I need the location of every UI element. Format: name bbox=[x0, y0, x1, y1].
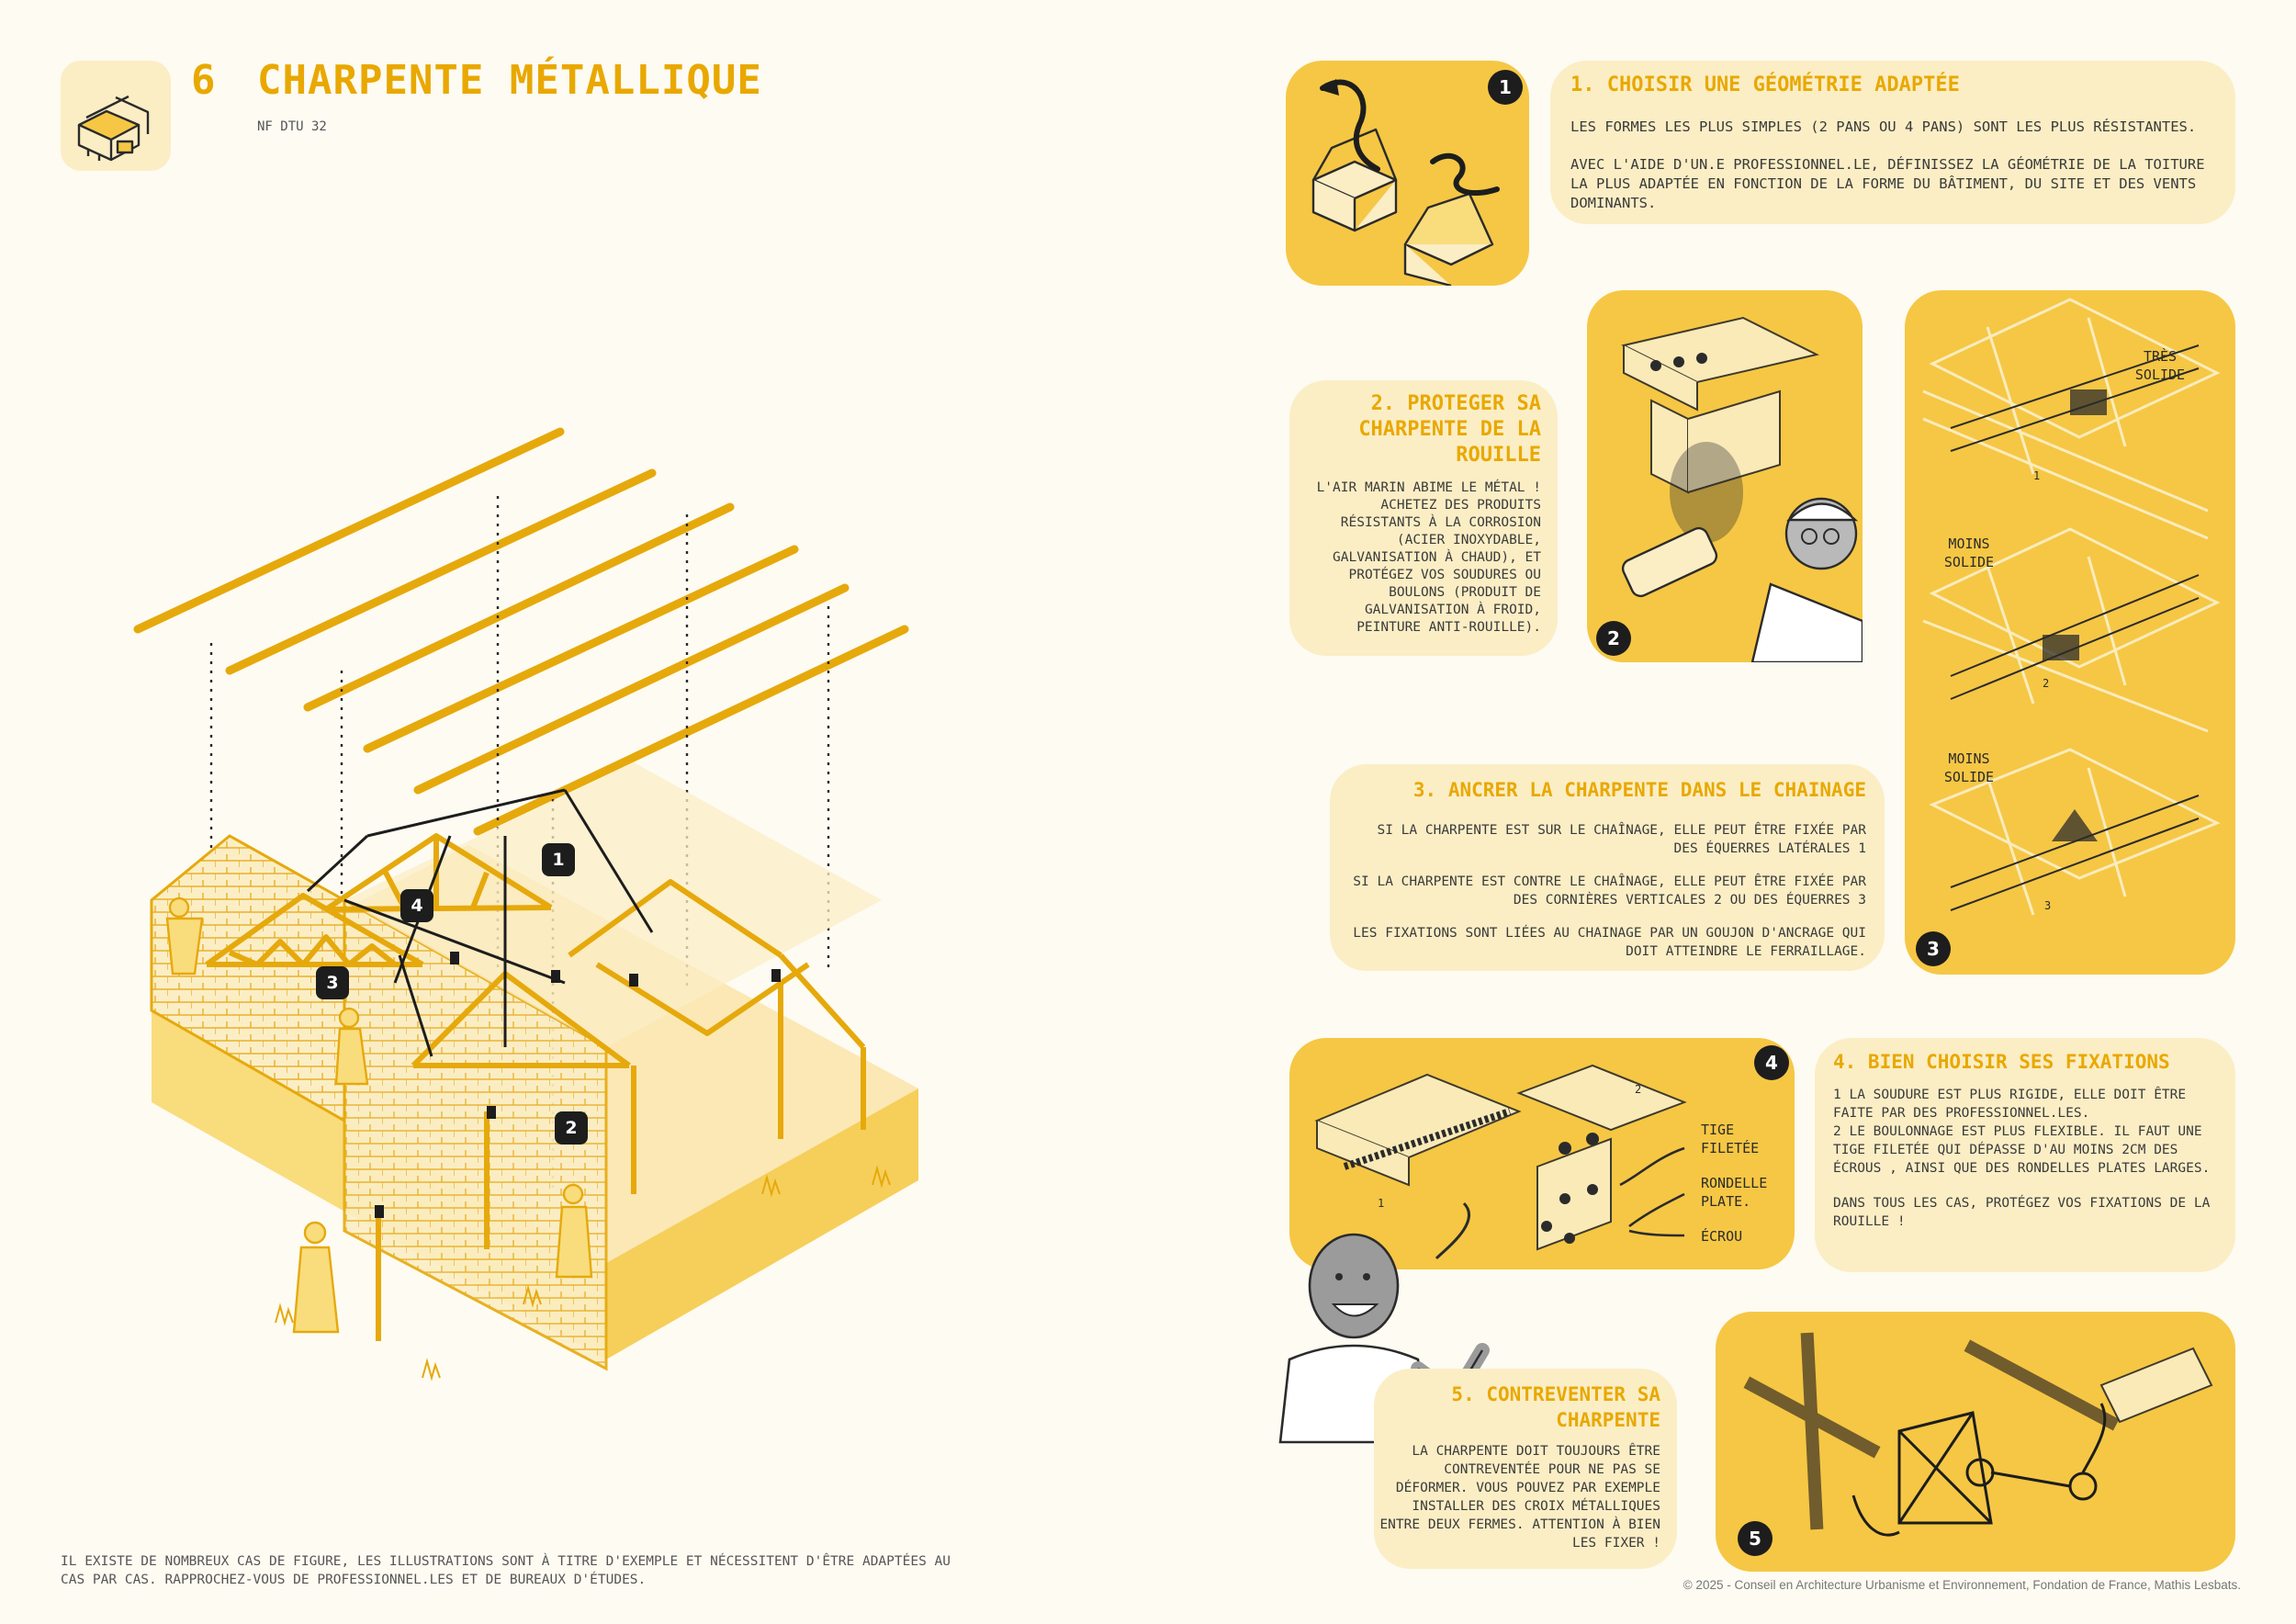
building-illustration bbox=[119, 404, 992, 1451]
marker-4: 4 bbox=[400, 889, 433, 922]
footnote: IL EXISTE DE NOMBREUX CAS DE FIGURE, LES ILLUSTRATIONS SONT À TITRE D'EXEMPLE ET NÉCESSITENT D'ÊTRE ADAPTÉES AU CAS PAR CAS. RAPPROCHEZ-VOUS DE PROFESSIONNEL.LES ET DE BUREAUX D'ÉTUDES. bbox=[61, 1554, 951, 1587]
step4-p3: DANS TOUS LES CAS, PROTÉGEZ VOS FIXATIONS DE LA ROUILLE ! bbox=[1833, 1196, 2211, 1229]
step1-p1: LES FORMES LES PLUS SIMPLES (2 PANS OU 4 PANS) SONT LES PLUS RÉSISTANTES. bbox=[1570, 118, 2197, 135]
chapter-number: 6 bbox=[191, 57, 216, 104]
step5-body: LA CHARPENTE DOIT TOUJOURS ÊTRE CONTREVENTÉE POUR NE PAS SE DÉFORMER. VOUS POUVEZ PAR EXEMPLE INSTALLER DES CROIX MÉTALLIQUES ENTRE DEUX FERMES. ATTENTION À BIEN LES FIXER ! bbox=[1379, 1444, 1660, 1551]
bracing-cross-icon bbox=[1716, 1312, 2235, 1572]
page-title: CHARPENTE MÉTALLIQUE bbox=[257, 57, 762, 104]
chapter-icon-tile bbox=[61, 61, 171, 171]
step4-card bbox=[1815, 1038, 2235, 1272]
label-tige-filetee: TIGE FILETÉE bbox=[1701, 1122, 1760, 1156]
step5-illustration-panel bbox=[1716, 1312, 2235, 1572]
credits: © 2025 - Conseil en Architecture Urbanisme et Environnement, Fondation de France, Mathis Lesbats. bbox=[1683, 1578, 2241, 1592]
step3-card bbox=[1330, 764, 1885, 971]
step3-illustration-panel bbox=[1905, 290, 2235, 975]
step2-illustration-panel bbox=[1587, 290, 1863, 662]
label-moins-solide-b: MOINS SOLIDE bbox=[1943, 750, 1995, 785]
step1-badge: 1 bbox=[1488, 70, 1523, 105]
step3-p1: SI LA CHARPENTE EST SUR LE CHAÎNAGE, ELLE PEUT ÊTRE FIXÉE PAR DES ÉQUERRES LATÉRALES 1 bbox=[1377, 823, 1866, 856]
label-4-1: 1 bbox=[1378, 1197, 1385, 1210]
step2-badge: 2 bbox=[1596, 621, 1631, 656]
step3-body bbox=[1352, 821, 1866, 979]
step4-badge: 4 bbox=[1754, 1045, 1789, 1080]
marker-3: 3 bbox=[316, 966, 349, 999]
step3-badge: 3 bbox=[1916, 931, 1951, 966]
label-3-2: 2 bbox=[2043, 677, 2050, 690]
step2-title: 2. PROTEGER SA CHARPENTE DE LA ROUILLE bbox=[1358, 392, 1541, 467]
label-ecrou: ÉCROU bbox=[1701, 1228, 1743, 1245]
label-moins-solide-a: MOINS SOLIDE bbox=[1943, 536, 1995, 570]
label-4-2: 2 bbox=[1635, 1083, 1642, 1096]
label-tres-solide: TRÈS SOLIDE bbox=[2134, 348, 2186, 383]
step4-p2: 2 LE BOULONNAGE EST PLUS FLEXIBLE. IL FAUT UNE TIGE FILETÉE QUI DÉPASSE D'AU MOINS 2CM DES ÉCROUS , AINSI QUE DES RONDELLES PLATES LARGES. bbox=[1833, 1124, 2211, 1176]
label-3-1: 1 bbox=[2033, 469, 2041, 482]
spray-painting-icon bbox=[1587, 290, 1863, 662]
step4-p1: 1 LA SOUDURE EST PLUS RIGIDE, ELLE DOIT ÊTRE FAITE PAR DES PROFESSIONNEL.LES. bbox=[1833, 1088, 2187, 1121]
step1-p2: AVEC L'AIDE D'UN.E PROFESSIONNEL.LE, DÉFINISSEZ LA GÉOMÉTRIE DE LA TOITURE LA PLUS ADAPTÉE EN FONCTION DE LA FORME DU BÂTIMENT, DU SITE ET DES VENTS DOMINANTS. bbox=[1570, 156, 2205, 211]
label-3-3: 3 bbox=[2044, 899, 2052, 912]
step5-card bbox=[1374, 1369, 1677, 1569]
step5-title: 5. CONTREVENTER SA CHARPENTE bbox=[1451, 1383, 1660, 1431]
marker-2: 2 bbox=[555, 1111, 588, 1145]
purlins bbox=[138, 432, 905, 831]
label-rondelle-plate: RONDELLE PLATE. bbox=[1701, 1175, 1768, 1210]
step2-body: L'AIR MARIN ABIME LE MÉTAL ! ACHETEZ DES PRODUITS RÉSISTANTS À LA CORROSION (ACIER INOXYDABLE, GALVANISATION À CHAUD), ET PROTÉGEZ VOS SOUDURES OU BOULONS (PRODUIT DE GALVANISATION À FROID, PEINTURE ANTI-ROUILLE). bbox=[1316, 480, 1541, 635]
step1-body bbox=[1570, 118, 2213, 231]
step4-title: 4. BIEN CHOISIR SES FIXATIONS bbox=[1833, 1051, 2170, 1073]
step4-body bbox=[1833, 1086, 2219, 1231]
step3-p3: LES FIXATIONS SONT LIÉES AU CHAINAGE PAR UN GOUJON D'ANCRAGE QUI DOIT ATTEINDRE LE FERRAILLAGE. bbox=[1353, 926, 1866, 959]
step1-title: 1. CHOISIR UNE GÉOMÉTRIE ADAPTÉE bbox=[1570, 73, 1960, 96]
house-construction-icon bbox=[61, 61, 171, 171]
step2-card bbox=[1289, 380, 1558, 656]
step3-title: 3. ANCRER LA CHARPENTE DANS LE CHAINAGE bbox=[1412, 779, 1866, 801]
page-subtitle: NF DTU 32 bbox=[257, 119, 327, 134]
step5-badge: 5 bbox=[1738, 1521, 1773, 1556]
marker-1: 1 bbox=[542, 843, 575, 876]
step1-card bbox=[1550, 61, 2235, 224]
anchoring-details-icon bbox=[1905, 290, 2235, 975]
step3-p2: SI LA CHARPENTE EST CONTRE LE CHAÎNAGE, ELLE PEUT ÊTRE FIXÉE PAR DES CORNIÈRES VERTICALES 2 OU DES ÉQUERRES 3 bbox=[1353, 874, 1866, 908]
